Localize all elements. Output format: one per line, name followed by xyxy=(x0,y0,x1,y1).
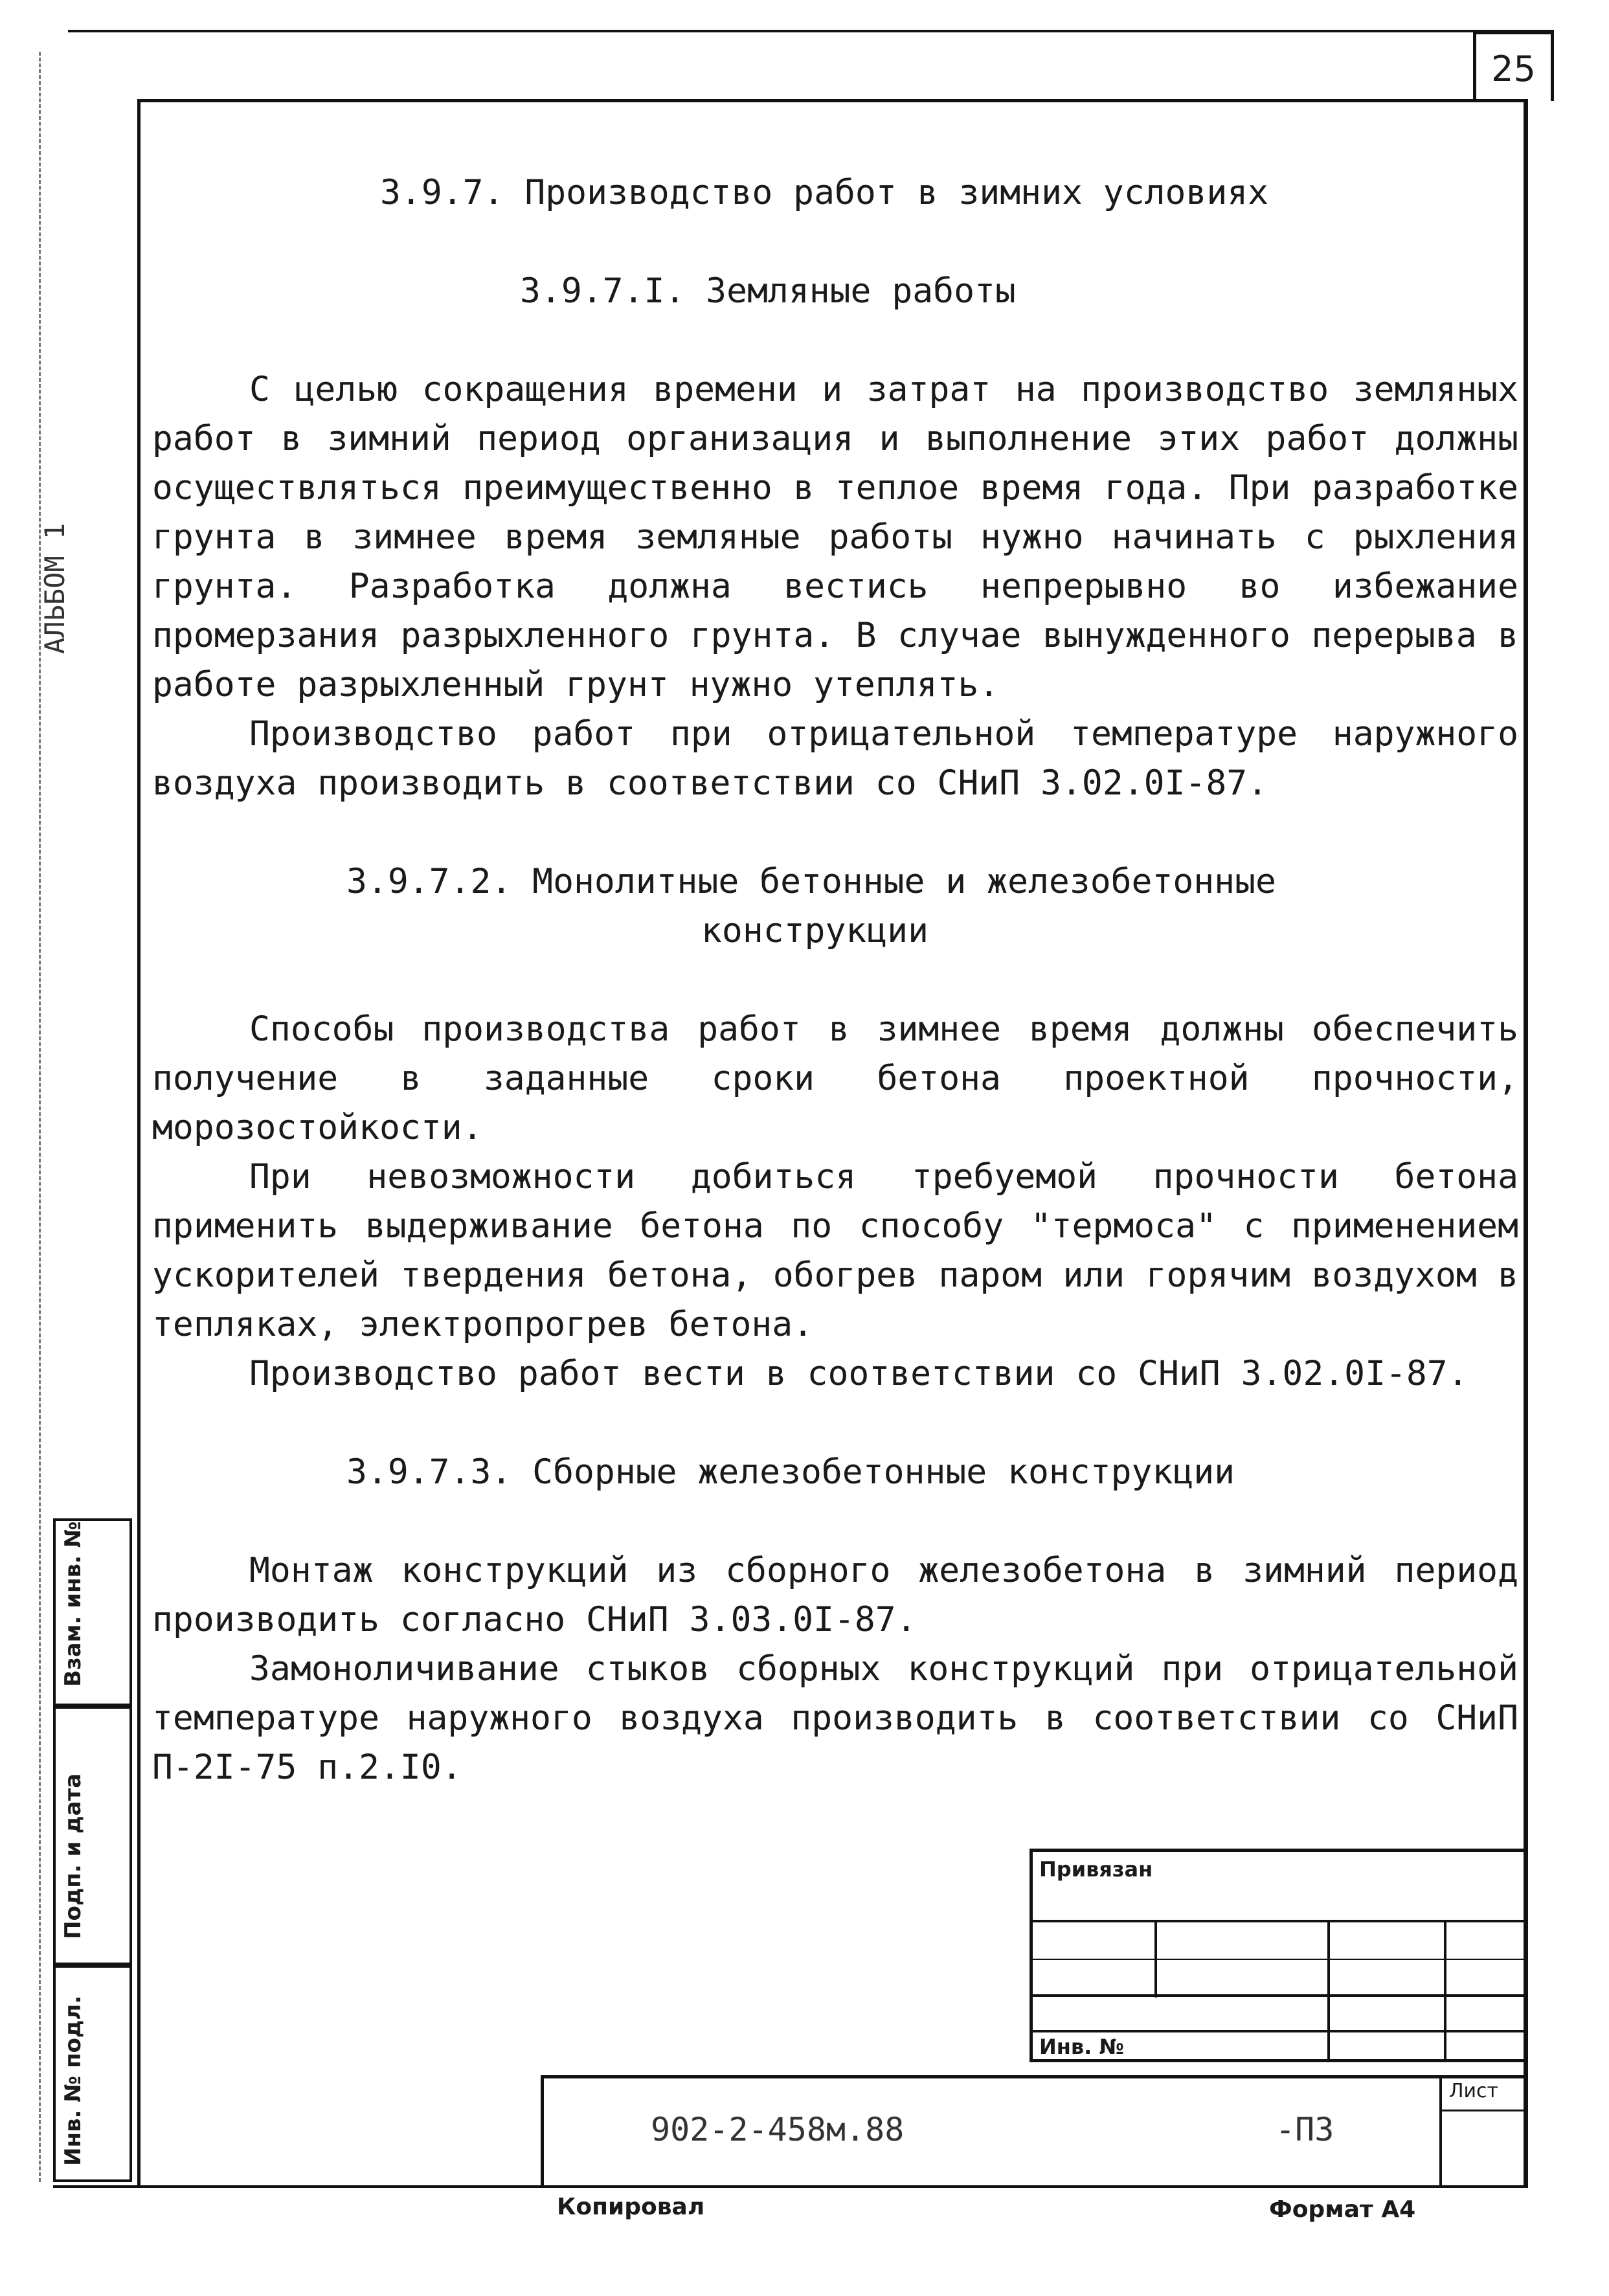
section-heading-3-9-7-2: 3.9.7.2. Монолитные бетонные и железобетонные xyxy=(346,862,1276,901)
paragraph-concrete-1: Способы производства работ в зимнее время должны обеспечить получение в заданные сроки бетона проектной прочности, морозостойкости. xyxy=(152,1009,1518,1147)
paragraph-earthworks-1: С целью сокращения времени и затрат на производство земляных работ в зимний период организация и выполнение этих работ должны осуществляться преимущественно в теплое время года. При разработке грунта в зимнее время земляные работы нужно начинать с рыхления грунта. Разработка должна вестись непрерывно во избежание промерзания разрыхленного грунта. В случае вынужденного перерыва в работе разрыхленный грунт нужно утеплять. xyxy=(152,370,1518,704)
album-label: АЛЬБОМ 1 xyxy=(39,523,71,654)
section-heading-3-9-7-3: 3.9.7.3. Сборные железобетонные конструкции xyxy=(346,1452,1235,1492)
tb-hline-3 xyxy=(1030,1994,1528,1997)
copied-label: Копировал xyxy=(557,2194,705,2220)
binding-margin-line xyxy=(39,52,41,2182)
stamp-podp-data-label: Подп. и дата xyxy=(60,1773,86,1939)
document-body xyxy=(152,168,1518,1792)
page-number: 25 xyxy=(1473,31,1554,101)
privyazan-label: Привязан xyxy=(1039,1857,1153,1882)
document-code: 902-2-458м.88 xyxy=(651,2111,905,2148)
document-suffix: -ПЗ xyxy=(1276,2111,1334,2148)
paragraph-earthworks-2: Производство работ при отрицательной температуре наружного воздуха производить в соответствии со СНиП 3.02.0I-87. xyxy=(152,714,1518,803)
tb-vline-1 xyxy=(1154,1920,1157,1998)
tb-hline-1 xyxy=(1030,1920,1528,1922)
tb-hline-2 xyxy=(1030,1959,1528,1960)
paragraph-concrete-2: При невозможности добиться требуемой прочности бетона применить выдерживание бетона по способу "термоса" с применением ускорителей твердения бетона, обогрев паром или горячим воздухом в тепляках, электропрогрев бетона. xyxy=(152,1157,1518,1344)
paragraph-precast-2: Замоноличивание стыков сборных конструкций при отрицательной температуре наружного воздуха производить в соответствии со СНиП П-2I-75 п.2.I0. xyxy=(152,1649,1518,1787)
stamp-vzam-inv-label: Взам. инв. № xyxy=(60,1521,86,1687)
sheet-label: Лист xyxy=(1449,2080,1499,2102)
inv-no-label: Инв. № xyxy=(1039,2034,1124,2059)
section-heading-3-9-7-2-cont: конструкции xyxy=(701,911,928,951)
sheet-cell-left xyxy=(1439,2075,1442,2187)
section-heading-3-9-7-1: 3.9.7.I. Земляные работы xyxy=(520,271,1016,311)
top-rule xyxy=(68,30,1554,32)
sheet-cell-divider xyxy=(1439,2110,1528,2111)
format-label: Формат А4 xyxy=(1269,2196,1416,2223)
tb-hline-4 xyxy=(1030,2030,1528,2032)
tb-vline-3 xyxy=(1444,1920,1446,2062)
paragraph-precast-1: Монтаж конструкций из сборного железобетона в зимний период производить согласно СНиП 3.03.0I-87. xyxy=(152,1551,1518,1639)
tb-vline-2 xyxy=(1327,1920,1330,2062)
paragraph-concrete-3: Производство работ вести в соответствии со СНиП 3.02.0I-87. xyxy=(249,1354,1468,1393)
section-heading-3-9-7: 3.9.7. Производство работ в зимних условиях xyxy=(380,173,1269,212)
bottom-rule xyxy=(53,2185,1528,2188)
stamp-inv-podl-label: Инв. № подл. xyxy=(60,1995,86,2166)
